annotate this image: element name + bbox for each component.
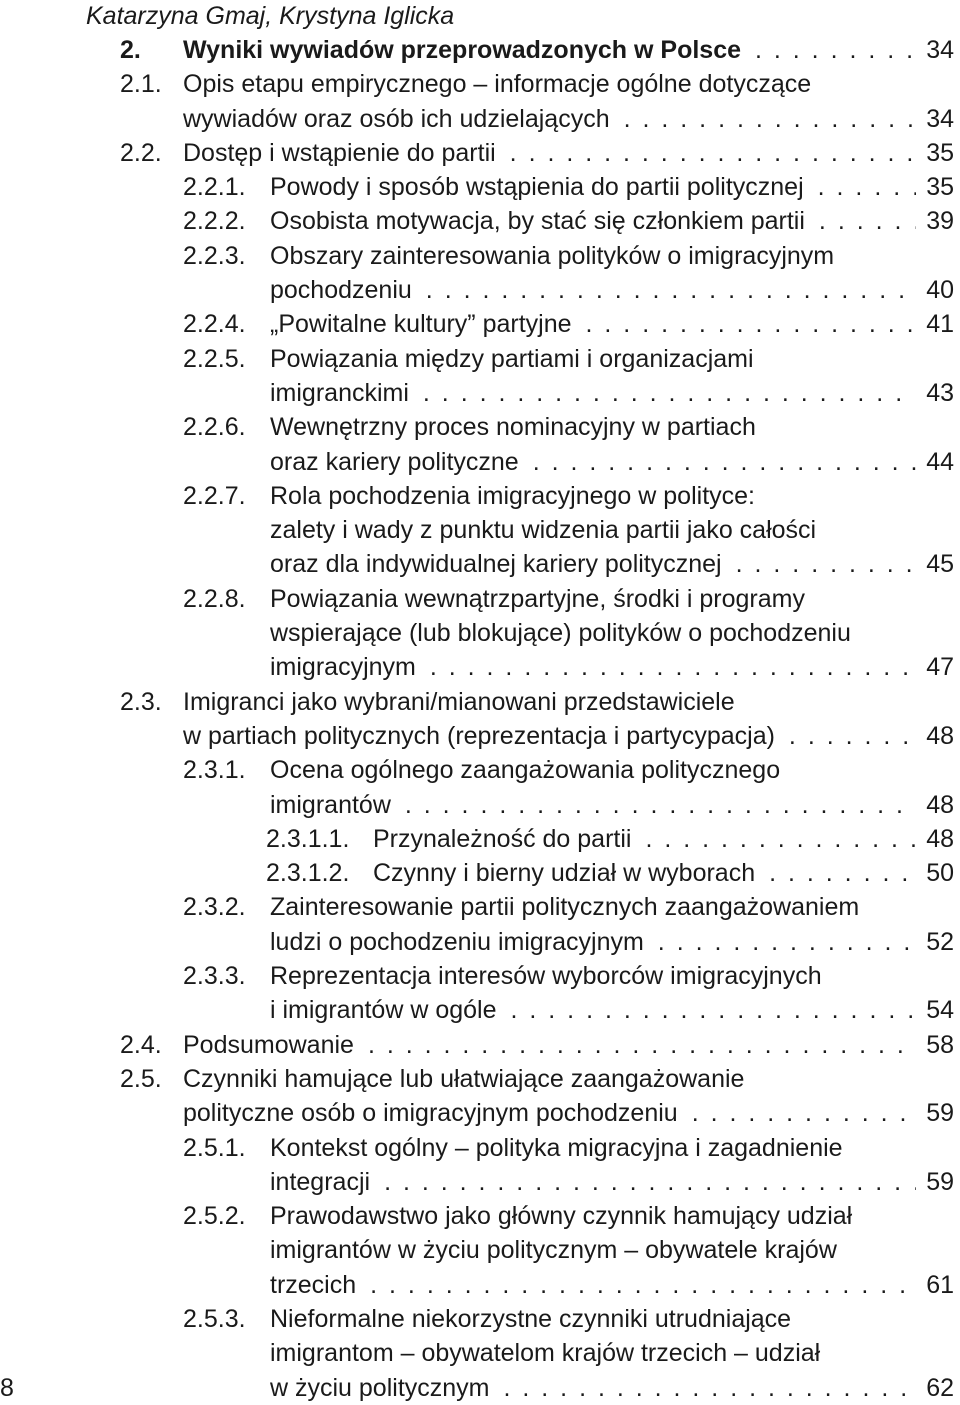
dot-leader bbox=[368, 1028, 916, 1062]
toc-entry bbox=[0, 204, 960, 238]
toc-entry-title: Przynależność do partii bbox=[373, 824, 632, 853]
toc-entry-page: 50 bbox=[926, 859, 954, 888]
toc-entry-title: Wyniki wywiadów przeprowadzonych w Polsce bbox=[183, 36, 741, 64]
toc-entry-title: imigrantów bbox=[270, 790, 391, 819]
toc-entry-title: imigranckimi bbox=[270, 378, 409, 407]
toc-entry-title: Zainteresowanie partii politycznych zaangażowaniem bbox=[270, 893, 860, 922]
toc-entry-page: 61 bbox=[926, 1270, 954, 1299]
toc-entry bbox=[0, 616, 960, 650]
toc-entry bbox=[0, 959, 960, 993]
toc-entry-title: w partiach politycznych (reprezentacja i partycypacja) bbox=[183, 721, 775, 750]
toc-entry bbox=[0, 753, 960, 787]
toc-entry-title: Imigranci jako wybrani/mianowani przedstawiciele bbox=[183, 687, 735, 716]
dot-leader bbox=[736, 547, 917, 581]
dot-leader bbox=[769, 856, 916, 890]
toc-entry-page: 44 bbox=[926, 447, 954, 476]
toc-entry-number: 2.2.1. bbox=[183, 173, 246, 202]
toc-entry bbox=[0, 1131, 960, 1165]
toc-entry-page: 48 bbox=[926, 824, 954, 853]
toc-entry bbox=[0, 102, 960, 136]
toc-entry-number: 2.5.3. bbox=[183, 1304, 246, 1333]
toc-entry-number: 2.4. bbox=[120, 1030, 162, 1059]
toc-entry-page: 35 bbox=[926, 138, 954, 167]
toc-entry bbox=[0, 445, 960, 479]
toc-entry-title: polityczne osób o imigracyjnym pochodzeniu bbox=[183, 1099, 678, 1128]
toc-entry bbox=[0, 307, 960, 341]
toc-entry-title: ludzi o pochodzeniu imigracyjnym bbox=[270, 927, 644, 956]
toc-entry-page: 40 bbox=[926, 276, 954, 305]
toc-entry-title: pochodzeniu bbox=[270, 276, 412, 305]
toc-entry-title: imigrantów w życiu politycznym – obywatele krajów bbox=[270, 1236, 837, 1265]
toc-entry-number: 2.2.8. bbox=[183, 584, 246, 613]
toc-entry bbox=[0, 67, 960, 101]
toc-entry-number: 2.2.3. bbox=[183, 241, 246, 270]
toc-entry-page: 34 bbox=[926, 36, 954, 64]
toc-entry bbox=[0, 719, 960, 753]
toc-entry-number: 2.3. bbox=[120, 687, 162, 716]
dot-leader bbox=[430, 650, 916, 684]
toc-entry-title: Opis etapu empirycznego – informacje ogólne dotyczące bbox=[183, 70, 812, 99]
toc-entry bbox=[0, 33, 960, 67]
toc-entry bbox=[0, 650, 960, 684]
toc-entry-number: 2.1. bbox=[120, 70, 162, 99]
toc-entry-title: Ocena ogólnego zaangażowania politycznego bbox=[270, 756, 781, 785]
toc-entry bbox=[0, 582, 960, 616]
toc-entry-title: Kontekst ogólny – polityka migracyjna i zagadnienie bbox=[270, 1133, 843, 1162]
toc-entry bbox=[0, 1268, 960, 1302]
toc-entry-title: Wewnętrzny proces nominacyjny w partiach bbox=[270, 413, 756, 442]
toc-entry-page: 62 bbox=[926, 1373, 954, 1402]
toc-entry-title: imigrantom – obywatelom krajów trzecich – udział bbox=[270, 1339, 821, 1368]
toc-entry-page: 59 bbox=[926, 1167, 954, 1196]
toc-entry bbox=[0, 1165, 960, 1199]
toc-entry-page: 39 bbox=[926, 207, 954, 236]
toc-entry-page: 34 bbox=[926, 104, 954, 133]
toc-entry-page: 48 bbox=[926, 790, 954, 819]
toc-entry bbox=[0, 1302, 960, 1336]
toc-entry-number: 2.2.7. bbox=[183, 481, 246, 510]
toc-entry bbox=[0, 993, 960, 1027]
toc-entry bbox=[0, 170, 960, 204]
toc-entry-page: 35 bbox=[926, 173, 954, 202]
toc-entry-number: 2.5. bbox=[120, 1064, 162, 1093]
toc-entry bbox=[0, 513, 960, 547]
toc-entry-title: Rola pochodzenia imigracyjnego w polityce: bbox=[270, 481, 755, 510]
toc-entry-title: integracji bbox=[270, 1167, 371, 1196]
toc-entry-page: 48 bbox=[926, 721, 954, 750]
toc-entry bbox=[0, 273, 960, 307]
dot-leader bbox=[658, 925, 916, 959]
table-of-contents bbox=[0, 33, 960, 1405]
author-header: Katarzyna Gmaj, Krystyna Iglicka bbox=[86, 2, 455, 30]
dot-leader bbox=[624, 102, 917, 136]
dot-leader bbox=[511, 993, 917, 1027]
toc-entry-page: 47 bbox=[926, 653, 954, 682]
dot-leader bbox=[755, 33, 916, 67]
toc-entry-page: 41 bbox=[926, 310, 954, 339]
toc-entry-title: trzecich bbox=[270, 1270, 357, 1299]
toc-entry bbox=[0, 1096, 960, 1130]
toc-entry-number: 2.2.4. bbox=[183, 310, 246, 339]
toc-entry-number: 2.3.3. bbox=[183, 962, 246, 991]
toc-entry bbox=[0, 239, 960, 273]
toc-entry-number: 2.5.1. bbox=[183, 1133, 246, 1162]
toc-entry bbox=[0, 136, 960, 170]
toc-entry-number: 2.3.1.1. bbox=[266, 824, 350, 853]
toc-entry-number: 2.3.2. bbox=[183, 893, 246, 922]
toc-entry-title: Osobista motywacja, by stać się członkiem partii bbox=[270, 207, 805, 236]
dot-leader bbox=[423, 376, 916, 410]
toc-entry bbox=[0, 822, 960, 856]
toc-entry-title: Czynniki hamujące lub ułatwiające zaangażowanie bbox=[183, 1064, 745, 1093]
toc-entry bbox=[0, 1336, 960, 1370]
toc-entry-title: Powiązania wewnątrzpartyjne, środki i programy bbox=[270, 584, 805, 613]
dot-leader bbox=[789, 719, 916, 753]
toc-entry-number: 2. bbox=[120, 36, 141, 64]
toc-entry-page: 54 bbox=[926, 996, 954, 1025]
toc-entry-number: 2.2.6. bbox=[183, 413, 246, 442]
toc-entry-number: 2.3.1. bbox=[183, 756, 246, 785]
toc-entry bbox=[0, 788, 960, 822]
dot-leader bbox=[818, 170, 917, 204]
toc-entry-number: 2.5.2. bbox=[183, 1202, 246, 1231]
toc-entry-number: 2.2.2. bbox=[183, 207, 246, 236]
toc-entry-title: Obszary zainteresowania polityków o imigracyjnym bbox=[270, 241, 835, 270]
toc-entry-page: 45 bbox=[926, 550, 954, 579]
toc-entry bbox=[0, 685, 960, 719]
toc-entry bbox=[0, 1233, 960, 1267]
toc-entry bbox=[0, 1028, 960, 1062]
toc-entry-title: wywiadów oraz osób ich udzielających bbox=[183, 104, 610, 133]
toc-entry bbox=[0, 1199, 960, 1233]
toc-entry-title: Powiązania między partiami i organizacjami bbox=[270, 344, 754, 373]
dot-leader bbox=[426, 273, 916, 307]
dot-leader bbox=[405, 788, 916, 822]
toc-entry-title: Powody i sposób wstąpienia do partii politycznej bbox=[270, 173, 804, 202]
toc-entry-page: 52 bbox=[926, 927, 954, 956]
toc-entry-title: Podsumowanie bbox=[183, 1030, 354, 1059]
toc-entry-title: „Powitalne kultury” partyjne bbox=[270, 310, 572, 339]
dot-leader bbox=[819, 204, 916, 238]
dot-leader bbox=[692, 1096, 916, 1130]
toc-entry-page: 59 bbox=[926, 1099, 954, 1128]
toc-entry-title: w życiu politycznym bbox=[270, 1373, 490, 1402]
toc-entry bbox=[0, 479, 960, 513]
dot-leader bbox=[510, 136, 917, 170]
page-number: 8 bbox=[0, 1374, 14, 1402]
toc-entry-number: 2.3.1.2. bbox=[266, 859, 350, 888]
toc-entry-title: zalety i wady z punktu widzenia partii jako całości bbox=[270, 516, 817, 545]
dot-leader bbox=[384, 1165, 916, 1199]
toc-entry-title: Czynny i bierny udział w wyborach bbox=[373, 859, 756, 888]
toc-entry-page: 43 bbox=[926, 378, 954, 407]
dot-leader bbox=[533, 445, 916, 479]
toc-entry bbox=[0, 1062, 960, 1096]
toc-entry-title: oraz kariery polityczne bbox=[270, 447, 519, 476]
dot-leader bbox=[504, 1371, 917, 1405]
toc-entry-title: Dostęp i wstąpienie do partii bbox=[183, 138, 496, 167]
toc-entry-title: wspierające (lub blokujące) polityków o pochodzeniu bbox=[270, 619, 851, 648]
toc-entry bbox=[0, 410, 960, 444]
toc-entry-title: imigracyjnym bbox=[270, 653, 416, 682]
dot-leader bbox=[370, 1268, 916, 1302]
toc-entry bbox=[0, 890, 960, 924]
dot-leader bbox=[645, 822, 916, 856]
dot-leader bbox=[586, 307, 917, 341]
toc-entry-number: 2.2. bbox=[120, 138, 162, 167]
toc-entry bbox=[0, 342, 960, 376]
toc-entry-title: i imigrantów w ogóle bbox=[270, 996, 497, 1025]
toc-entry-title: Reprezentacja interesów wyborców imigracyjnych bbox=[270, 962, 822, 991]
toc-entry-number: 2.2.5. bbox=[183, 344, 246, 373]
toc-entry-title: Prawodawstwo jako główny czynnik hamujący udział bbox=[270, 1202, 853, 1231]
toc-entry-title: oraz dla indywidualnej kariery politycznej bbox=[270, 550, 722, 579]
toc-entry-title: Nieformalne niekorzystne czynniki utrudniające bbox=[270, 1304, 792, 1333]
toc-entry bbox=[0, 547, 960, 581]
toc-entry bbox=[0, 1371, 960, 1405]
toc-entry bbox=[0, 856, 960, 890]
toc-entry bbox=[0, 925, 960, 959]
toc-entry-page: 58 bbox=[926, 1030, 954, 1059]
toc-entry bbox=[0, 376, 960, 410]
